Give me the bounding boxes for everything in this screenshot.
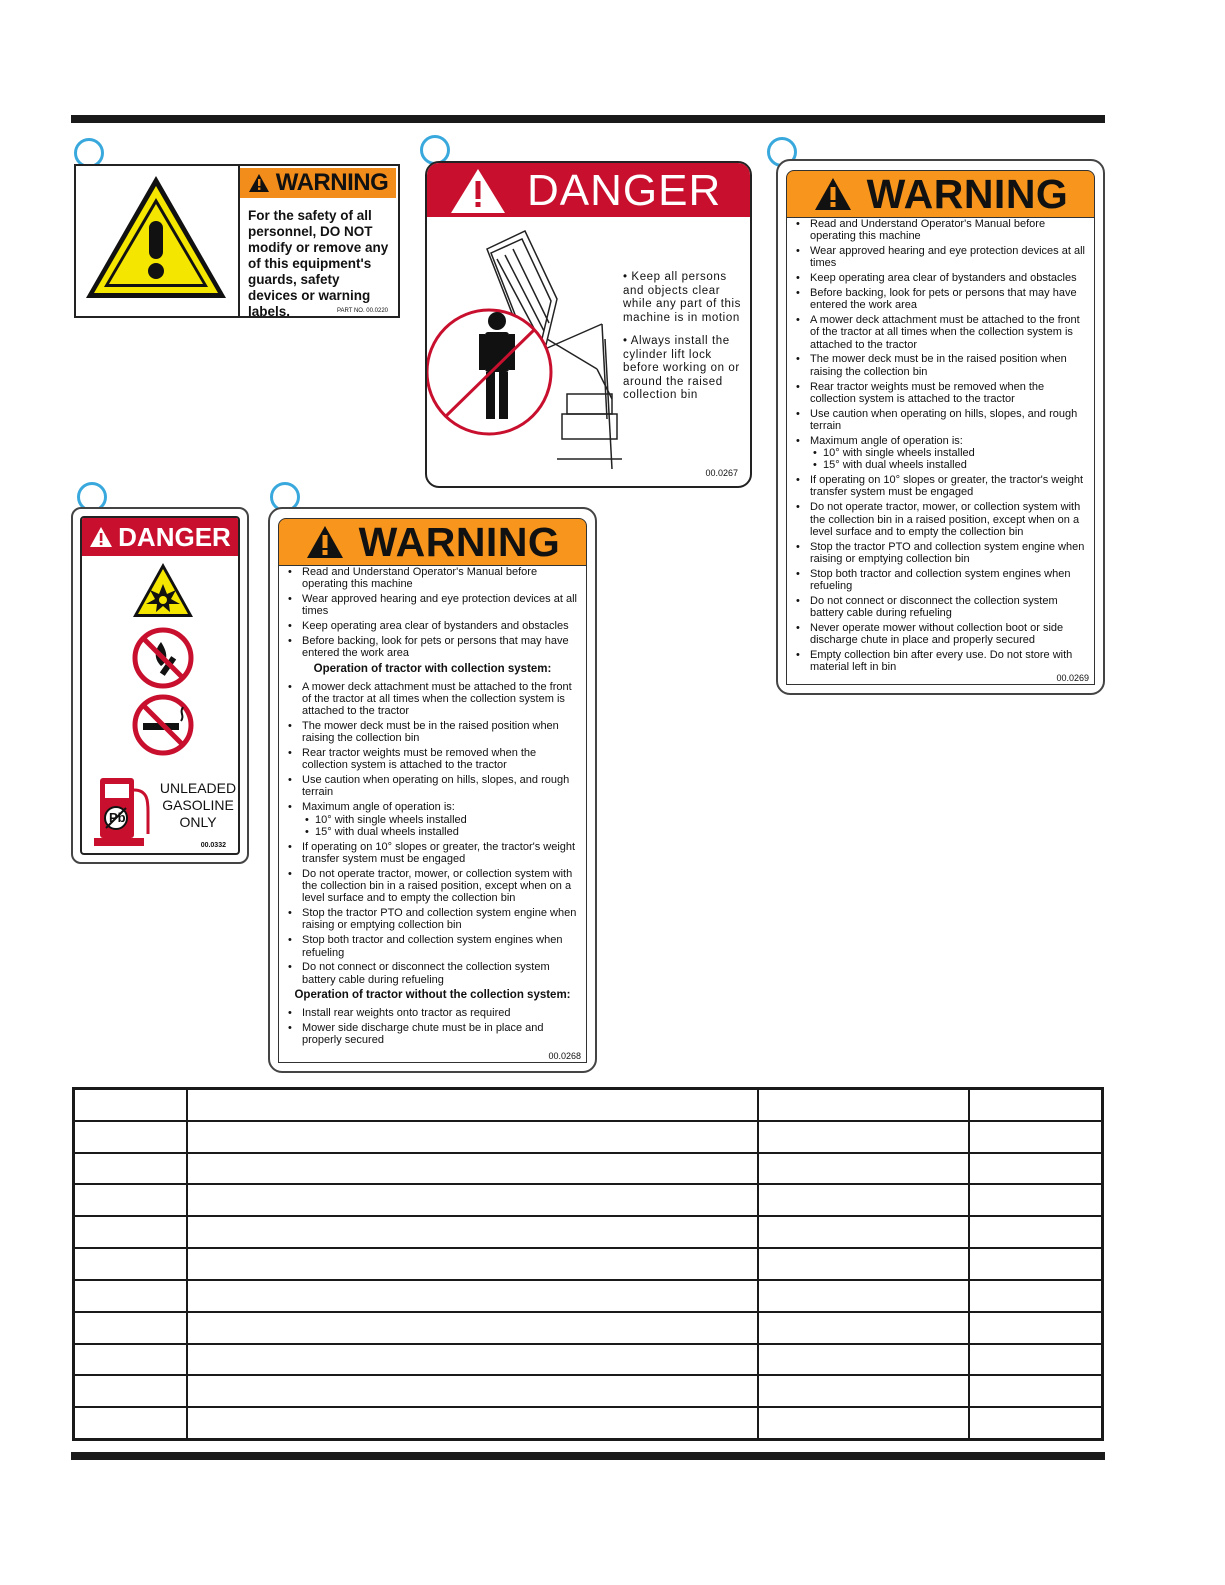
table-cell	[758, 1184, 969, 1216]
table-cell	[74, 1216, 187, 1248]
table-cell	[758, 1121, 969, 1153]
danger-header	[82, 518, 238, 556]
list-item: • Rear tractor weights must be removed when the collection system is attached to the tractor	[285, 747, 580, 772]
top-rule	[71, 115, 1105, 123]
warning-triangle-icon	[813, 176, 853, 212]
list-item: • Stop the tractor PTO and collection system engine when raising or emptying collection bin	[285, 907, 580, 932]
warning-triangle-icon	[305, 524, 345, 560]
table-row	[74, 1184, 1103, 1216]
list-item: • Before backing, look for pets or persons that may have entered the work area	[793, 287, 1088, 312]
table-cell	[187, 1216, 758, 1248]
table-cell	[758, 1089, 969, 1121]
table-cell	[969, 1407, 1103, 1439]
table-row	[74, 1407, 1103, 1439]
section-heading-without-collection: Operation of tractor without the collection system:	[294, 988, 571, 1001]
table-cell	[74, 1121, 187, 1153]
warning-list-general	[279, 564, 586, 660]
table-header-row	[74, 1089, 1103, 1121]
list-item: • Wear approved hearing and eye protection devices at all times	[793, 245, 1088, 270]
list-item: • Install rear weights onto tractor as required	[285, 1007, 580, 1019]
list-item: • Do not operate tractor, mower, or collection system with the collection bin in a raised position, except when on a level surface and to empty the collection bin	[793, 501, 1088, 538]
list-item: • Do not connect or disconnect the collection system battery cable during refueling	[285, 961, 580, 986]
table-cell	[969, 1280, 1103, 1312]
warning-body-text: For the safety of all personnel, DO NOT modify or remove any of this equipment's guards, safety devices or warning labels.	[248, 208, 389, 319]
no-open-flame-icon	[131, 626, 195, 690]
list-item: • Stop both tractor and collection system engines when refueling	[285, 934, 580, 959]
danger-triangle-icon	[447, 166, 509, 216]
table-cell	[969, 1248, 1103, 1280]
table-cell	[74, 1375, 187, 1407]
list-item: • If operating on 10° slopes or greater, the tractor's weight transfer system must be engaged	[285, 841, 580, 866]
table-row	[74, 1216, 1103, 1248]
table-cell	[187, 1184, 758, 1216]
list-item: • Stop the tractor PTO and collection system engine when raising or emptying collection bin	[793, 541, 1088, 566]
table-cell	[969, 1153, 1103, 1185]
warning-header-text: WARNING	[275, 169, 389, 196]
table-cell	[758, 1407, 969, 1439]
explosion-hazard-icon	[130, 560, 196, 620]
table-cell	[758, 1280, 969, 1312]
warning-list-panel	[786, 216, 1095, 685]
table-cell	[74, 1184, 187, 1216]
list-item: • Mower side discharge chute must be in place and properly secured	[285, 1022, 580, 1047]
warning-header-text: WARNING	[866, 170, 1069, 217]
table-cell	[969, 1121, 1103, 1153]
table-cell	[187, 1089, 758, 1121]
list-item: • Use caution when operating on hills, slopes, and rough terrain	[793, 408, 1088, 433]
section-heading-with-collection: Operation of tractor with collection system:	[313, 662, 552, 675]
instruction-lift-lock: • Always install the cylinder lift lock before working on or around the raised collection bin	[623, 335, 740, 401]
table-cell	[758, 1216, 969, 1248]
list-item: • Wear approved hearing and eye protection devices at all times	[285, 593, 580, 618]
bottom-rule	[71, 1452, 1105, 1460]
table-cell	[969, 1344, 1103, 1376]
raised-bin-illustration	[427, 219, 622, 488]
decal-danger-machine	[425, 161, 752, 488]
table-cell	[758, 1344, 969, 1376]
table-cell	[187, 1248, 758, 1280]
table-row	[74, 1280, 1103, 1312]
table-cell	[74, 1312, 187, 1344]
hazard-triangle-panel	[76, 166, 240, 316]
warning-list-without-collection	[279, 1005, 586, 1046]
warning-header-text: WARNING	[358, 518, 561, 565]
danger-instructions	[623, 271, 751, 413]
unleaded-gasoline-text: UNLEADED GASOLINE ONLY	[159, 780, 237, 830]
table-cell	[187, 1280, 758, 1312]
part-number: 00.0332	[200, 842, 226, 849]
warning-header	[278, 518, 587, 566]
list-item: • Do not connect or disconnect the collection system battery cable during refueling	[793, 595, 1088, 620]
table-cell	[74, 1089, 187, 1121]
table-row	[74, 1248, 1103, 1280]
list-item: • Read and Understand Operator's Manual before operating this machine	[285, 566, 580, 591]
list-item: • Maximum angle of operation is:	[285, 801, 580, 813]
table-cell	[74, 1407, 187, 1439]
warning-header	[786, 170, 1095, 218]
part-number: 00.0267	[705, 468, 738, 478]
table-row	[74, 1312, 1103, 1344]
list-item: • Do not operate tractor, mower, or collection system with the collection bin in a raised position, except when on a level surface and to empty the collection bin	[285, 868, 580, 905]
fuel-decal-panel	[80, 516, 240, 855]
table-row	[74, 1121, 1103, 1153]
warning-list-with-collection	[279, 679, 586, 986]
table-cell	[969, 1216, 1103, 1248]
table-cell	[969, 1375, 1103, 1407]
list-item: • Never operate mower without collection boot or side discharge chute in place and properly secured	[793, 622, 1088, 647]
list-subitem: • 15° with dual wheels installed	[285, 826, 580, 838]
list-item: • Use caution when operating on hills, slopes, and rough terrain	[285, 774, 580, 799]
table-row	[74, 1344, 1103, 1376]
table-cell	[969, 1089, 1103, 1121]
table-row	[74, 1153, 1103, 1185]
danger-header-text: DANGER	[527, 166, 722, 215]
warning-list-panel	[278, 564, 587, 1063]
no-smoking-icon	[131, 693, 195, 757]
instruction-keep-clear: • Keep all persons and objects clear while any part of this machine is in motion	[623, 271, 742, 324]
list-item: • Maximum angle of operation is:	[793, 435, 1088, 447]
list-subitem: • 15° with dual wheels installed	[793, 459, 1088, 471]
warning-triangle-icon	[248, 173, 270, 193]
table-cell	[969, 1312, 1103, 1344]
danger-triangle-icon	[89, 526, 113, 548]
list-item: • Rear tractor weights must be removed when the collection system is attached to the tractor	[793, 381, 1088, 406]
table-cell	[74, 1153, 187, 1185]
table-cell	[187, 1407, 758, 1439]
decal-danger-fuel	[71, 507, 249, 864]
table-cell	[758, 1248, 969, 1280]
danger-header	[427, 163, 750, 217]
list-item: • The mower deck must be in the raised position when raising the collection bin	[285, 720, 580, 745]
parts-table	[72, 1087, 1104, 1441]
hazard-triangle-icon	[76, 166, 236, 316]
list-subitem: • 10° with single wheels installed	[793, 447, 1088, 459]
list-subitem: • 10° with single wheels installed	[285, 814, 580, 826]
warning-list	[787, 216, 1094, 674]
list-item: • If operating on 10° slopes or greater, the tractor's weight transfer system must be engaged	[793, 474, 1088, 499]
table-cell	[187, 1153, 758, 1185]
table-cell	[758, 1312, 969, 1344]
list-item: • A mower deck attachment must be attached to the front of the tractor at all times when the collection system is attached to the tractor	[285, 681, 580, 718]
table-cell	[758, 1375, 969, 1407]
decal-warning-collection-system	[776, 159, 1105, 695]
danger-header-text: DANGER	[118, 521, 231, 552]
table-cell	[969, 1184, 1103, 1216]
list-item: • Read and Understand Operator's Manual before operating this machine	[793, 218, 1088, 243]
table-cell	[187, 1344, 758, 1376]
list-item: • A mower deck attachment must be attached to the front of the tractor at all times when the collection system is attached to the tractor	[793, 314, 1088, 351]
list-item: • Before backing, look for pets or persons that may have entered the work area	[285, 635, 580, 660]
list-item: • The mower deck must be in the raised position when raising the collection bin	[793, 353, 1088, 378]
table-cell	[758, 1153, 969, 1185]
part-number: 00.0269	[1056, 673, 1089, 683]
table-cell	[187, 1312, 758, 1344]
table-row	[74, 1375, 1103, 1407]
table-cell	[74, 1248, 187, 1280]
table-cell	[187, 1375, 758, 1407]
table-cell	[74, 1280, 187, 1312]
part-number: PART NO. 00.0220	[336, 308, 388, 314]
list-item: • Stop both tractor and collection system engines when refueling	[793, 568, 1088, 593]
decal-general-warning	[74, 164, 400, 318]
list-item: • Keep operating area clear of bystanders and obstacles	[793, 272, 1088, 284]
table-cell	[187, 1121, 758, 1153]
warning-header	[240, 168, 396, 198]
pump-label: Pb	[109, 810, 126, 825]
decal-warning-operation	[268, 507, 597, 1073]
part-number: 00.0268	[548, 1051, 581, 1061]
list-item: • Keep operating area clear of bystanders and obstacles	[285, 620, 580, 632]
table-cell	[74, 1344, 187, 1376]
list-item: • Empty collection bin after every use. Do not store with material left in bin	[793, 649, 1088, 674]
